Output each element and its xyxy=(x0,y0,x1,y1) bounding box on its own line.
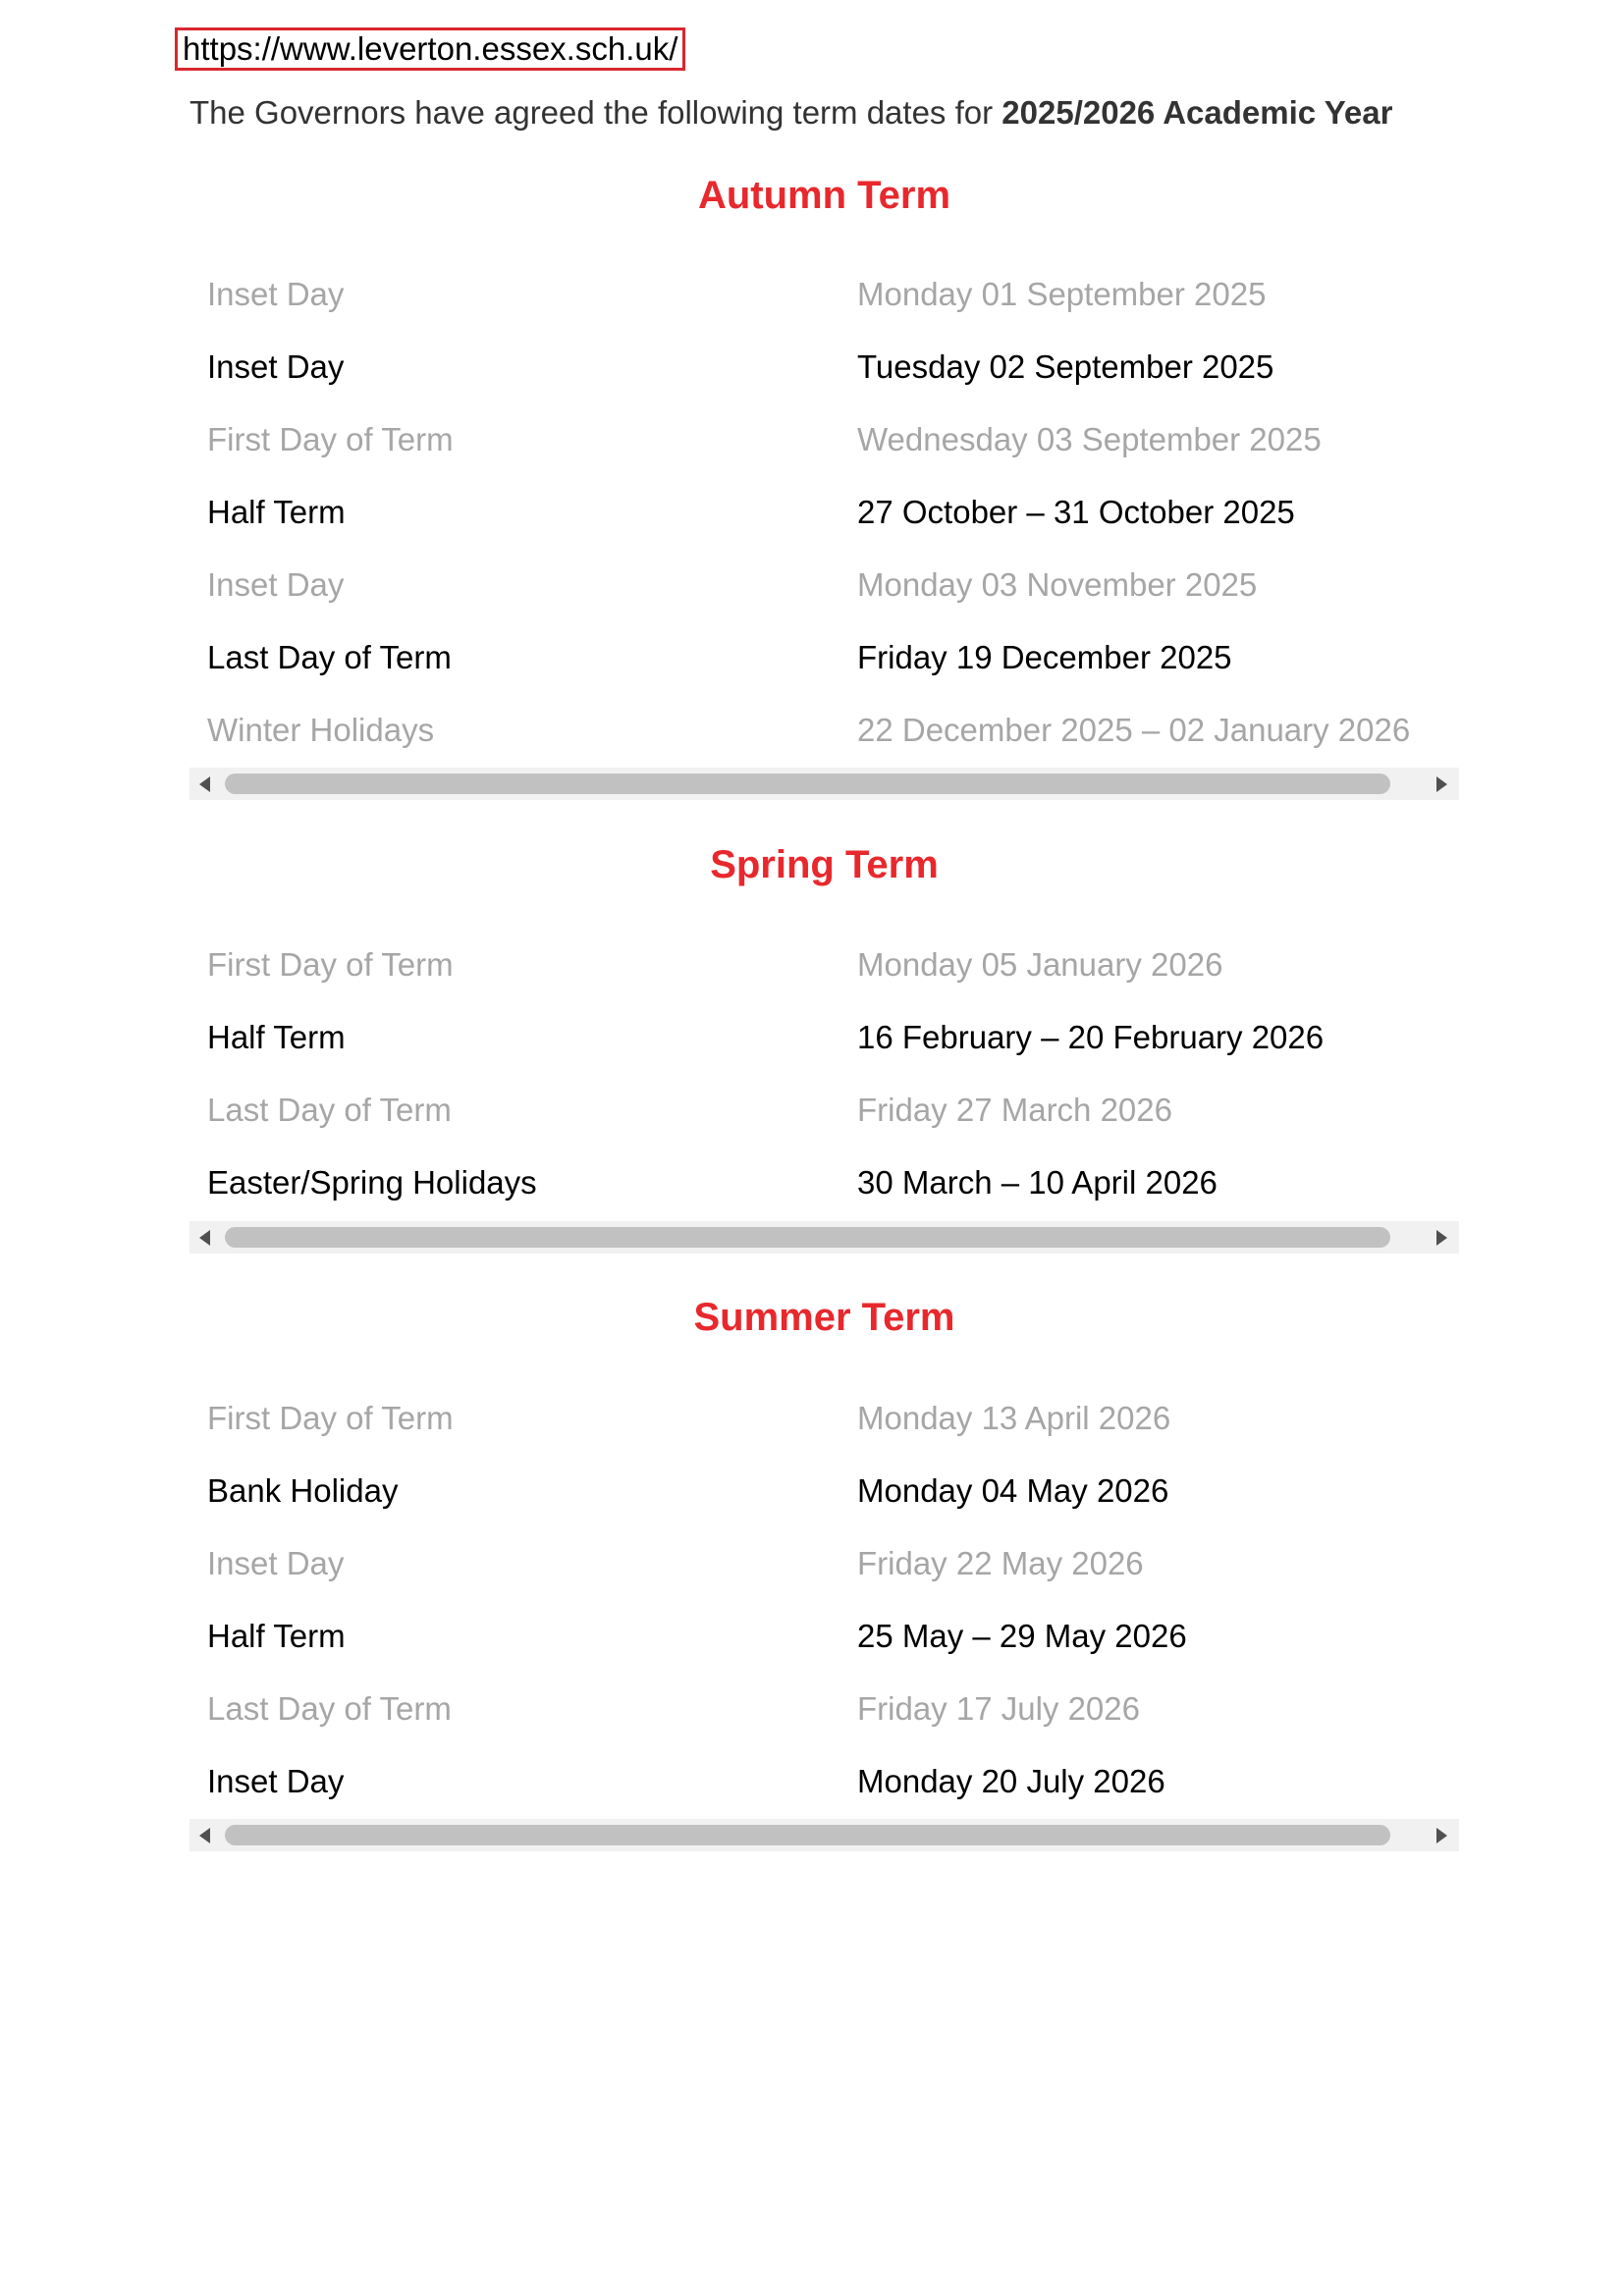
table-row xyxy=(189,332,1459,404)
row-date: 22 December 2025 – 02 January 2026 xyxy=(857,712,1411,748)
triangle-left-icon[interactable] xyxy=(199,1828,210,1843)
intro-text xyxy=(189,90,1392,135)
table-row xyxy=(189,259,1459,332)
row-date: 16 February – 20 February 2026 xyxy=(857,1019,1325,1055)
table-row xyxy=(189,695,1459,768)
intro-text-lead: The Governors have agreed the following term dates for xyxy=(189,94,1002,131)
summer-term-heading: Summer Term xyxy=(693,1296,955,1339)
row-date: 30 March – 10 April 2026 xyxy=(857,1164,1218,1201)
table-row xyxy=(189,622,1459,695)
row-date: Friday 27 March 2026 xyxy=(857,1092,1172,1128)
row-date: Friday 22 May 2026 xyxy=(857,1545,1144,1581)
row-date: Monday 04 May 2026 xyxy=(857,1472,1169,1509)
autumn-term-heading: Autumn Term xyxy=(697,174,951,217)
row-label: Easter/Spring Holidays xyxy=(207,1164,537,1201)
summer-term-table xyxy=(189,1383,1459,1819)
row-label: Half Term xyxy=(207,494,346,530)
row-label: Inset Day xyxy=(207,1763,345,1799)
row-label: Half Term xyxy=(207,1618,346,1654)
page-url-link[interactable]: https://www.leverton.essex.sch.uk/ xyxy=(175,27,685,71)
row-date: Wednesday 03 September 2025 xyxy=(857,421,1322,457)
table-row xyxy=(189,1002,1459,1075)
spring-term-heading: Spring Term xyxy=(710,843,939,886)
table-row xyxy=(189,1075,1459,1148)
table-row xyxy=(189,1148,1459,1220)
autumn-term-table xyxy=(189,259,1459,768)
scrollbar-thumb[interactable] xyxy=(225,774,1390,794)
autumn-table-scrollbar[interactable] xyxy=(189,768,1459,800)
row-date: Monday 01 September 2025 xyxy=(857,276,1267,312)
row-date: 27 October – 31 October 2025 xyxy=(857,494,1295,530)
triangle-left-icon[interactable] xyxy=(199,1230,210,1246)
table-row xyxy=(189,1528,1459,1601)
row-date: 25 May – 29 May 2026 xyxy=(857,1618,1187,1654)
row-date: Friday 17 July 2026 xyxy=(857,1690,1140,1727)
row-date: Tuesday 02 September 2025 xyxy=(857,348,1274,385)
triangle-right-icon[interactable] xyxy=(1436,1230,1447,1246)
table-row xyxy=(189,477,1459,550)
row-date: Friday 19 December 2025 xyxy=(857,639,1232,675)
spring-term-table xyxy=(189,930,1459,1220)
table-row xyxy=(189,1674,1459,1746)
table-row xyxy=(189,404,1459,477)
row-date: Monday 05 January 2026 xyxy=(857,946,1223,983)
triangle-right-icon[interactable] xyxy=(1436,776,1447,792)
row-label: First Day of Term xyxy=(207,1400,454,1436)
row-label: First Day of Term xyxy=(207,421,454,457)
row-label: Half Term xyxy=(207,1019,346,1055)
scrollbar-thumb[interactable] xyxy=(225,1227,1390,1248)
table-row xyxy=(189,930,1459,1002)
row-date: Monday 13 April 2026 xyxy=(857,1400,1171,1436)
spring-table-scrollbar[interactable] xyxy=(189,1221,1459,1254)
row-label: Last Day of Term xyxy=(207,639,452,675)
row-label: Inset Day xyxy=(207,566,345,603)
table-row xyxy=(189,550,1459,622)
row-label: Winter Holidays xyxy=(207,712,435,748)
table-row xyxy=(189,1601,1459,1674)
row-label: Bank Holiday xyxy=(207,1472,399,1509)
row-date: Monday 03 November 2025 xyxy=(857,566,1258,603)
scrollbar-thumb[interactable] xyxy=(225,1825,1390,1845)
summer-table-scrollbar[interactable] xyxy=(189,1819,1459,1851)
row-label: Inset Day xyxy=(207,1545,345,1581)
table-row xyxy=(189,1383,1459,1456)
row-label: First Day of Term xyxy=(207,946,454,983)
row-date: Monday 20 July 2026 xyxy=(857,1763,1165,1799)
table-row xyxy=(189,1746,1459,1819)
row-label: Last Day of Term xyxy=(207,1690,452,1727)
triangle-left-icon[interactable] xyxy=(199,776,210,792)
row-label: Inset Day xyxy=(207,348,345,385)
table-row xyxy=(189,1456,1459,1528)
triangle-right-icon[interactable] xyxy=(1436,1828,1447,1843)
row-label: Inset Day xyxy=(207,276,345,312)
intro-text-academic-year: 2025/2026 Academic Year xyxy=(1001,94,1393,131)
row-label: Last Day of Term xyxy=(207,1092,452,1128)
